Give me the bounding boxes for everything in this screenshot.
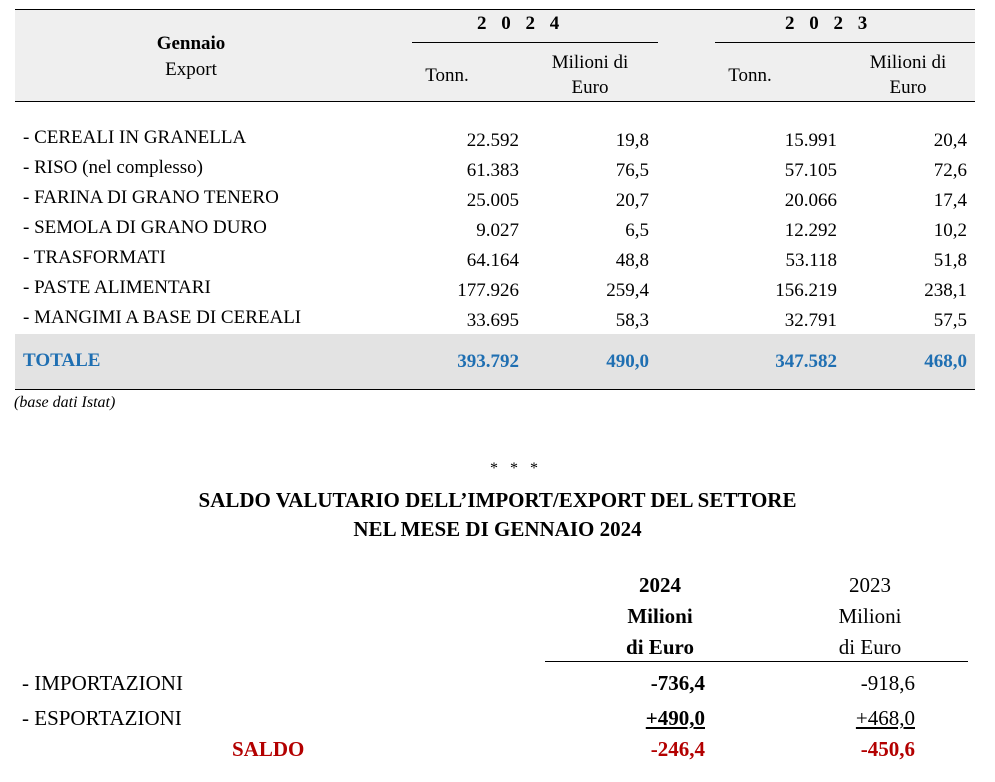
saldo-title-line1: SALDO VALUTARIO DELL’IMPORT/EXPORT DEL SETTORE	[198, 488, 797, 512]
total-label: TOTALE	[23, 350, 101, 371]
cell-tonn-2024: 25.005	[466, 190, 519, 211]
cell-tonn-2024: 22.592	[466, 130, 519, 151]
col-milioni-2024-line1: Milioni di	[551, 52, 629, 73]
col-tonn-2024: Tonn.	[425, 65, 469, 86]
row-label: - RISO (nel complesso)	[23, 157, 203, 178]
cell-tonn-2023: 12.292	[784, 220, 837, 241]
saldo-header-rule	[545, 661, 968, 662]
total-euro-2023: 468,0	[924, 351, 967, 372]
cell-euro-2024: 58,3	[615, 310, 649, 331]
cell-euro-2023: 51,8	[933, 250, 967, 271]
row-label: - SEMOLA DI GRANO DURO	[23, 217, 267, 238]
separator: * * *	[490, 460, 542, 477]
cell-tonn-2024: 9.027	[476, 220, 519, 241]
bottom-rule	[15, 389, 975, 390]
row-label: - FARINA DI GRANO TENERO	[23, 187, 279, 208]
cell-euro-2024: 259,4	[606, 280, 649, 301]
cell-tonn-2023: 32.791	[784, 310, 837, 331]
cell-tonn-2024: 177.926	[457, 280, 519, 301]
saldo-value-2023: -918,6	[860, 671, 915, 695]
cell-tonn-2023: 57.105	[784, 160, 837, 181]
saldo-col-2023-year: 2023	[849, 573, 891, 597]
cell-euro-2024: 6,5	[625, 220, 649, 241]
top-rule	[15, 9, 975, 10]
rule-2024	[412, 42, 658, 43]
cell-euro-2023: 17,4	[933, 190, 967, 211]
saldo-col-2024-year: 2024	[639, 573, 681, 597]
saldo-value-2023: +468,0	[855, 706, 915, 730]
cell-euro-2024: 20,7	[615, 190, 649, 211]
total-tonn-2023: 347.582	[775, 351, 837, 372]
col-tonn-2023: Tonn.	[728, 65, 772, 86]
cell-tonn-2023: 156.219	[775, 280, 837, 301]
total-tonn-2024: 393.792	[457, 351, 519, 372]
cell-tonn-2023: 15.991	[784, 130, 837, 151]
header-title: Gennaio	[156, 33, 226, 54]
cell-euro-2023: 72,6	[933, 160, 967, 181]
cell-tonn-2023: 53.118	[785, 250, 837, 271]
cell-euro-2023: 238,1	[924, 280, 967, 301]
header-bottom-rule	[15, 101, 975, 102]
saldo-col-2024-unit1: Milioni	[627, 604, 693, 628]
rule-2023	[715, 42, 975, 43]
cell-euro-2024: 76,5	[615, 160, 649, 181]
cell-euro-2023: 20,4	[933, 130, 967, 151]
saldo-value-2024: -736,4	[650, 671, 705, 695]
cell-tonn-2024: 61.383	[466, 160, 519, 181]
row-label: - PASTE ALIMENTARI	[23, 277, 211, 298]
saldo-value-2024: +490,0	[645, 706, 705, 730]
cell-euro-2023: 10,2	[933, 220, 967, 241]
saldo-col-2023-unit1: Milioni	[838, 604, 902, 628]
header-subtitle: Export	[165, 59, 217, 80]
cell-euro-2024: 48,8	[615, 250, 649, 271]
row-label: - TRASFORMATI	[23, 247, 166, 268]
row-label: - CEREALI IN GRANELLA	[23, 127, 247, 148]
saldo-row-label: - ESPORTAZIONI	[22, 706, 182, 730]
row-label: - MANGIMI A BASE DI CEREALI	[23, 307, 302, 328]
cell-tonn-2024: 33.695	[466, 310, 519, 331]
col-milioni-2024-line2: Euro	[571, 77, 609, 98]
saldo-row-label: - IMPORTAZIONI	[22, 671, 183, 695]
saldo-total-label: SALDO	[232, 737, 305, 761]
cell-tonn-2024: 64.164	[466, 250, 519, 271]
saldo-total-2023: -450,6	[860, 737, 915, 761]
year-2023: 2 0 2 3	[785, 13, 873, 34]
export-table	[15, 9, 975, 389]
saldo-total-2024: -246,4	[650, 737, 705, 761]
saldo-col-2023-unit2: di Euro	[838, 635, 902, 659]
col-milioni-2023-line1: Milioni di	[869, 52, 947, 73]
source-note: (base dati Istat)	[14, 394, 116, 411]
col-milioni-2023-line2: Euro	[889, 77, 927, 98]
cell-euro-2024: 19,8	[615, 130, 649, 151]
cell-tonn-2023: 20.066	[784, 190, 837, 211]
total-euro-2024: 490,0	[606, 351, 649, 372]
saldo-col-2024-unit2: di Euro	[626, 635, 694, 659]
year-2024: 2 0 2 4	[477, 13, 565, 34]
saldo-title-line2: NEL MESE DI GENNAIO 2024	[353, 517, 642, 541]
cell-euro-2023: 57,5	[933, 310, 967, 331]
